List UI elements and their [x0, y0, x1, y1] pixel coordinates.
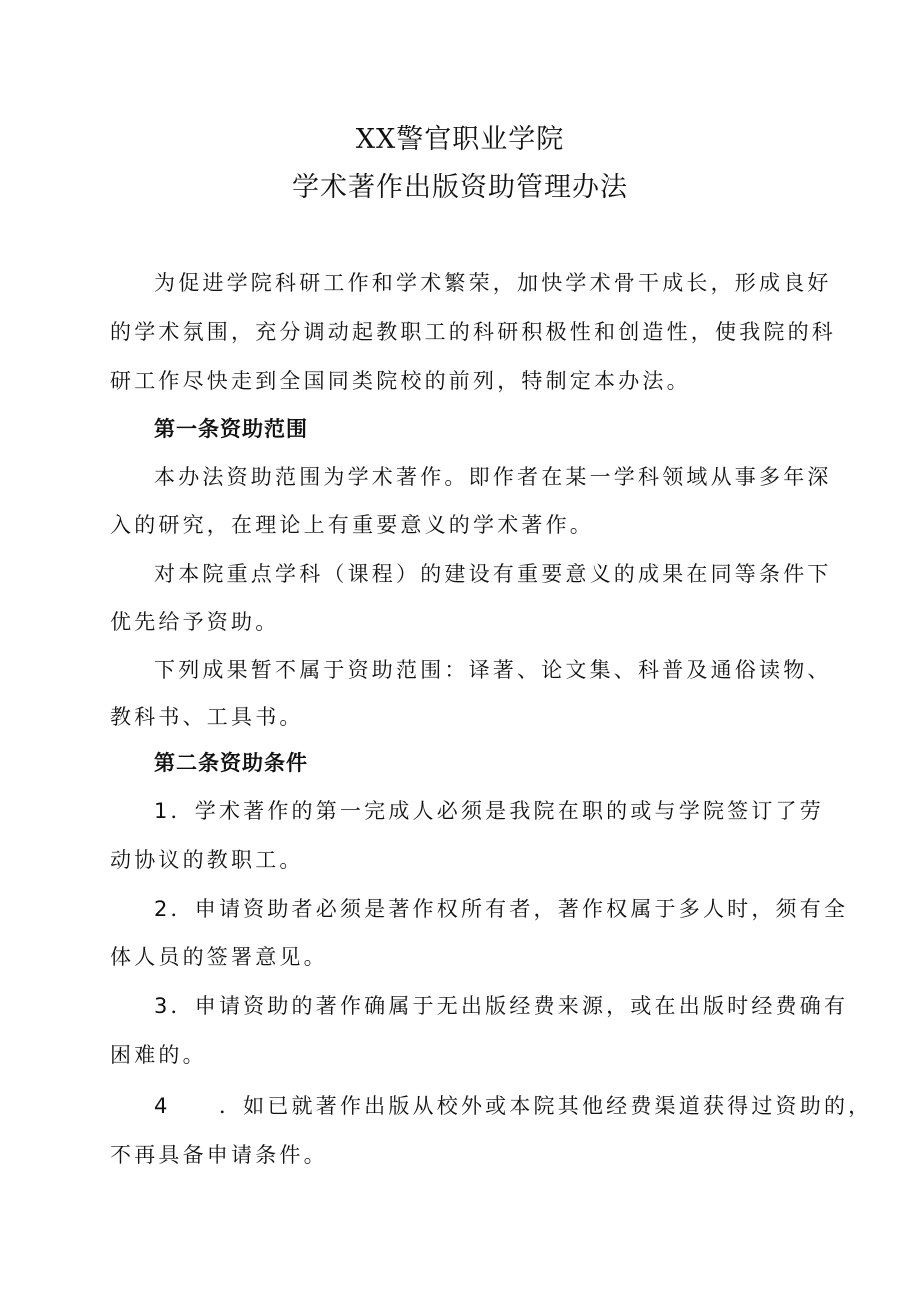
article1-paragraph-line: 下列成果暂不属于资助范围：译著、论文集、科普及通俗读物、	[154, 658, 832, 682]
article2-condition-line: 2．申请资助者必须是著作权所有者，著作权属于多人时，须有全	[154, 897, 849, 921]
article1-paragraph-line: 优先给予资助。	[110, 610, 280, 634]
article1-paragraph-line: 本办法资助范围为学术著作。即作者在某一学科领域从事多年深	[154, 465, 832, 489]
article1-paragraph-line: 教科书、工具书。	[110, 705, 304, 729]
article2-condition-line: 体人员的签署意见。	[110, 945, 328, 969]
intro-line: 的学术氛围，充分调动起教职工的科研积极性和创造性，使我院的科	[110, 320, 836, 344]
article2-condition-line: 4 ．如已就著作出版从校外或本院其他经费渠道获得过资助的，	[154, 1094, 873, 1118]
intro-line: 为促进学院科研工作和学术繁荣，加快学术骨干成长，形成良好	[154, 271, 832, 295]
article1-paragraph-line: 入的研究，在理论上有重要意义的学术著作。	[110, 513, 594, 537]
article2-condition-line: 动协议的教职工。	[110, 848, 304, 872]
article2-heading: 第二条资助条件	[154, 751, 308, 775]
article2-condition-line: 1．学术著作的第一完成人必须是我院在职的或与学院签订了劳	[154, 799, 824, 823]
article1-paragraph-line: 对本院重点学科（课程）的建设有重要意义的成果在同等条件下	[154, 562, 832, 586]
document-title-institution: XX警官职业学院	[355, 124, 565, 155]
article1-heading: 第一条资助范围	[154, 417, 308, 441]
article2-condition-line: 不再具备申请条件。	[110, 1143, 328, 1167]
article2-condition-line: 3．申请资助的著作确属于无出版经费来源，或在出版时经费确有	[154, 994, 849, 1018]
article2-condition-line: 困难的。	[110, 1043, 207, 1067]
document-title-regulation: 学术著作出版资助管理办法	[292, 172, 628, 203]
intro-line: 研工作尽快走到全国同类院校的前列，特制定本办法。	[110, 369, 691, 393]
